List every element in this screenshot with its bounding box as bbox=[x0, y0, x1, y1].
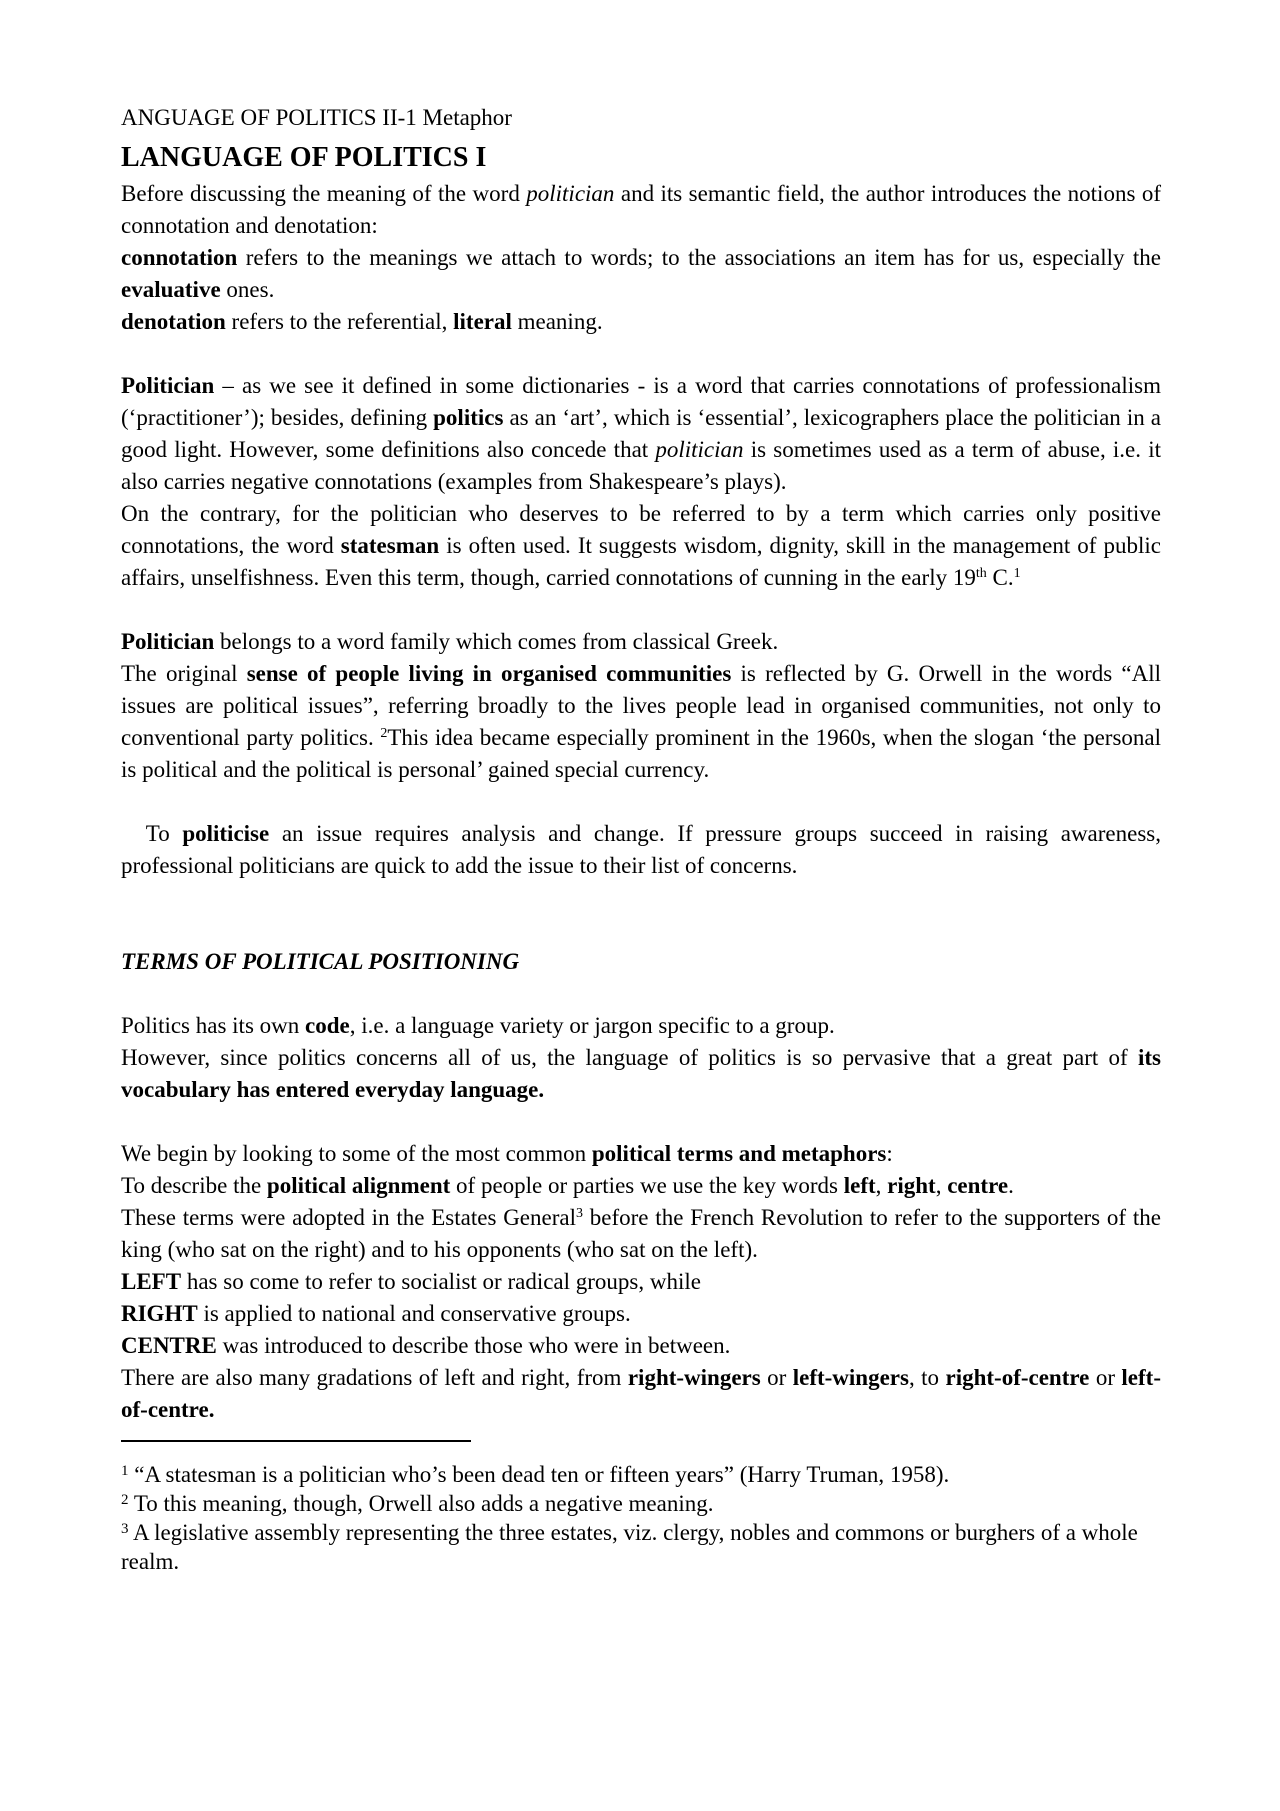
footnote-3: $^3$ A legislative assembly representing the three estates, viz. clergy, nobles and commons or burghers of a whole realm. bbox=[121, 1520, 1138, 1574]
right-line: RIGHT is applied to national and conservative groups. bbox=[121, 1301, 631, 1326]
code-paragraph: Politics has its own code, i.e. a language variety or jargon specific to a group. bbox=[121, 1013, 835, 1038]
section-title: TERMS OF POLITICAL POSITIONING bbox=[121, 949, 520, 974]
estates-paragraph: These terms were adopted in the Estates General$^3$ before the French Revolution to refer to the supporters of the king (who sat on the right) and to his opponents (who sat on the left). bbox=[121, 1205, 1161, 1262]
orwell-paragraph: The original sense of people living in organised communities is reflected by G. Orwell in the words “All issues are political issues”, referring broadly to the lives people lead in organised communities, not only to conventional party politics. $^2$This idea became especially prominent in the 1960s, when the slogan ‘the personal is political and the political is personal’ gained special currency. bbox=[121, 661, 1162, 782]
running-head: ANGUAGE OF POLITICS II-1 Metaphor bbox=[121, 105, 512, 130]
footnote-ref-3: 3 bbox=[575, 1206, 583, 1221]
word-family-paragraph: Politician belongs to a word family which comes from classical Greek. bbox=[121, 629, 779, 654]
document-page bbox=[121, 102, 1161, 1576]
intro-paragraph: Before discussing the meaning of the word politician and its semantic field, the author introduces the notions of connotation and denotation: bbox=[121, 181, 1161, 238]
begin-paragraph: We begin by looking to some of the most common political terms and metaphors: bbox=[121, 1141, 893, 1166]
footnote-ref-1: 1 bbox=[1013, 566, 1021, 581]
politician-paragraph: Politician – as we see it defined in some dictionaries - is a word that carries connotations of professionalism (‘practitioner’); besides, defining politics as an ‘art’, which is ‘essential’, lexicographers place the politician in a good light. However, some definitions also concede that politician is sometimes used as a term of abuse, i.e. it also carries negative connotations (examples from Shakespeare’s plays). bbox=[121, 373, 1161, 494]
politicise-paragraph: To politicise an issue requires analysis and change. If pressure groups succeed in raising awareness, professional politicians are quick to add the issue to their list of concerns. bbox=[121, 821, 1161, 878]
denotation-definition: denotation refers to the referential, literal meaning. bbox=[121, 309, 603, 334]
centre-line: CENTRE was introduced to describe those who were in between. bbox=[121, 1333, 731, 1358]
alignment-paragraph: To describe the political alignment of people or parties we use the key words left, right, centre. bbox=[121, 1173, 1014, 1198]
footnote-2: $^2$ To this meaning, though, Orwell also adds a negative meaning. bbox=[121, 1491, 714, 1516]
footnote-1: $^1$ “A statesman is a politician who’s been dead ten or fifteen years” (Harry Truman, 1958). bbox=[121, 1462, 950, 1487]
statesman-paragraph: On the contrary, for the politician who deserves to be referred to by a term which carries only positive connotations, the word statesman is often used. It suggests wisdom, dignity, skill in the management of public affairs, unselfishness. Even this term, though, carried connotations of cunning in the early 19th C.$^1$ bbox=[121, 501, 1161, 590]
connotation-definition: connotation refers to the meanings we attach to words; to the associations an item has for us, especially the evaluative ones. bbox=[121, 245, 1161, 302]
page-title: LANGUAGE OF POLITICS I bbox=[121, 142, 487, 173]
footnote-divider bbox=[121, 1440, 471, 1442]
pervasive-paragraph: However, since politics concerns all of us, the language of politics is so pervasive that a great part of its vocabulary has entered everyday language. bbox=[121, 1045, 1161, 1102]
footnote-ref-2: 2 bbox=[380, 726, 388, 741]
left-line: LEFT has so come to refer to socialist or radical groups, while bbox=[121, 1269, 701, 1294]
gradations-paragraph: There are also many gradations of left and right, from right-wingers or left-wingers, to right-of-centre or left-of-centre. bbox=[121, 1365, 1161, 1422]
